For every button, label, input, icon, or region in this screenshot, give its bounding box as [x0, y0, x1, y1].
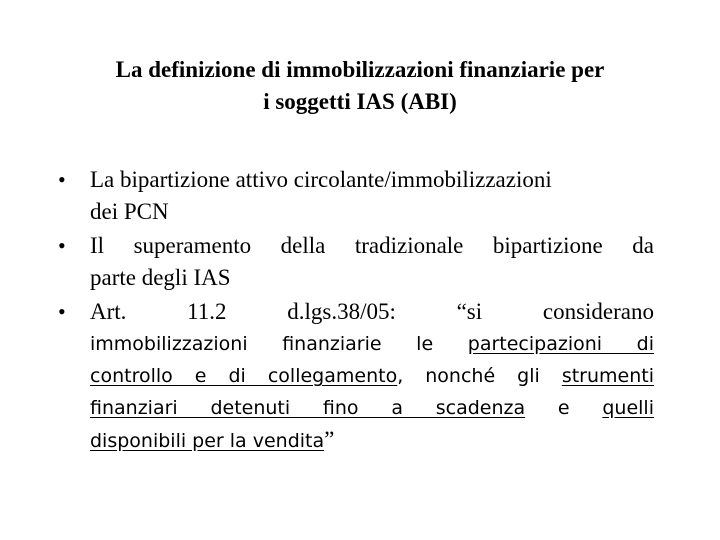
bullet-item	[58, 230, 654, 294]
underlined-text: finanziari detenuti fino a scadenza	[90, 397, 526, 419]
underlined-text: controllo e di collegamento	[90, 365, 398, 387]
bullet-text-line	[90, 392, 654, 424]
bullet-text-line	[90, 296, 654, 328]
title-line-1: La definizione di immobilizzazioni finanziarie per	[115, 57, 605, 82]
quote-text: immobilizzazioni finanziarie le	[90, 333, 434, 355]
bullet-text-line: La bipartizione attivo circolante/immobilizzazioni	[90, 167, 552, 192]
bullet-text-line: Il superamento della tradizionale bipartizione da	[90, 233, 654, 258]
bullet-text-line	[90, 424, 654, 457]
slide-title	[40, 54, 680, 118]
bullet-text-line: dei PCN	[90, 199, 169, 224]
title-line-2: i soggetti IAS (ABI)	[263, 89, 457, 114]
quote-text: , nonché gli	[397, 365, 540, 387]
bullet-item	[58, 164, 654, 228]
bullet-text-line	[90, 360, 654, 392]
bullet-text-line: parte degli IAS	[90, 265, 231, 290]
quote-text: e	[525, 397, 603, 419]
bullet-dot: •	[58, 299, 66, 324]
underlined-text: strumenti	[561, 365, 654, 387]
closing-quote: ”	[324, 427, 335, 452]
underlined-text: quelli	[602, 397, 654, 419]
bullet-text-line	[90, 328, 654, 360]
underlined-text: disponibili per la vendita	[90, 430, 325, 452]
underlined-text: partecipazioni di	[467, 333, 654, 355]
article-reference: Art. 11.2 d.lgs.38/05: “si considerano	[90, 299, 654, 324]
bullet-dot: •	[58, 167, 66, 192]
bullet-list	[58, 164, 654, 459]
bullet-item	[58, 296, 654, 457]
bullet-dot: •	[58, 233, 66, 258]
